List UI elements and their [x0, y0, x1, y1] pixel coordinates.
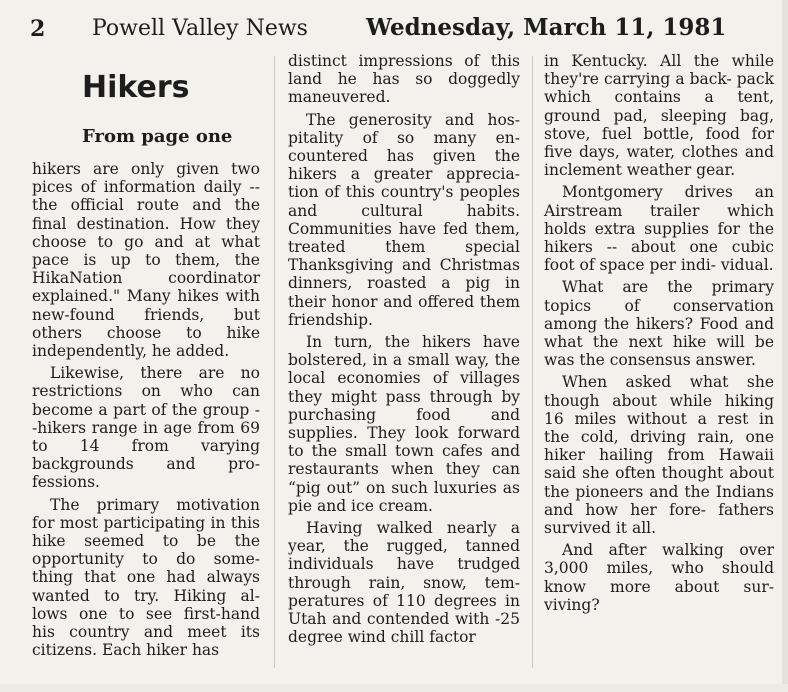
masthead	[0, 14, 788, 50]
newspaper-name: Powell Valley News	[92, 16, 308, 41]
article-headline: Hikers	[82, 70, 190, 105]
article-subhead: From page one	[82, 126, 233, 147]
column-divider	[532, 56, 533, 668]
paragraph: distinct impressions of this land he has so doggedly maneuvered.	[288, 52, 520, 107]
column-divider	[274, 56, 275, 668]
clipping-bottom-edge	[0, 684, 788, 692]
paragraph: Having walked nearly a year, the rugged, tanned individuals have trudged through rain, snow, tem- peratures of 110 degrees in Utah and contended with -25 degree wind chill factor	[288, 519, 520, 647]
edition-date: Wednesday, March 11, 1981	[366, 14, 727, 41]
article-column-1	[32, 160, 260, 659]
paragraph: hikers are only given two pices of information daily -- the official route and the final destination. How they choose to go and at what pace is up to them, the HikaNation coordinator explained." Many hikes with new-found friends, but others choose to hike independently, he added.	[32, 160, 260, 361]
article-column-2	[288, 52, 520, 647]
paragraph: Montgomery drives an Airstream trailer which holds extra supplies for the hikers -- about one cubic foot of space per indi- vidual.	[544, 183, 774, 275]
paragraph: Likewise, there are no restrictions on who can become a part of the group --hikers range in age from 69 to 14 from varying backgrounds and pro- fessions.	[32, 364, 260, 492]
paragraph: The primary motivation for most participating in this hike seemed to be the opportunity to do some- thing that one had always wanted to try. Hiking al- lows one to see first-hand his country and meet its citizens. Each hiker has	[32, 495, 260, 660]
paragraph: The generosity and hos- pitality of so many en- countered has given the hikers a greater apprecia- tion of this country's peoples and cultural habits. Communities have fed them, treated them special Thanksgiving and Christmas dinners, roasted a pig in their honor and offered them friendship.	[288, 110, 520, 329]
clipping-edge-shadow	[782, 0, 788, 692]
paragraph: in Kentucky. All the while they're carrying a back- pack which contains a tent, ground pad, sleeping bag, stove, fuel bottle, food for five days, water, clothes and inclement weather gear.	[544, 52, 774, 180]
paragraph: When asked what she though about while hiking 16 miles without a rest in the cold, driving rain, one hiker hailing from Hawaii said she often thought about the pioneers and the Indians and how her fore- fathers survived it all.	[544, 373, 774, 538]
article-column-3	[544, 52, 774, 614]
paragraph: And after walking over 3,000 miles, who should know more about sur- viving?	[544, 541, 774, 614]
paragraph: What are the primary topics of conservation among the hikers? Food and what the next hike will be was the consensus answer.	[544, 278, 774, 370]
paragraph: In turn, the hikers have bolstered, in a small way, the local economies of villages they might pass through by purchasing food and supplies. They look forward to the small town cafes and restaurants when they can “pig out” on such luxuries as pie and ice cream.	[288, 333, 520, 515]
page-number: 2	[30, 16, 46, 42]
